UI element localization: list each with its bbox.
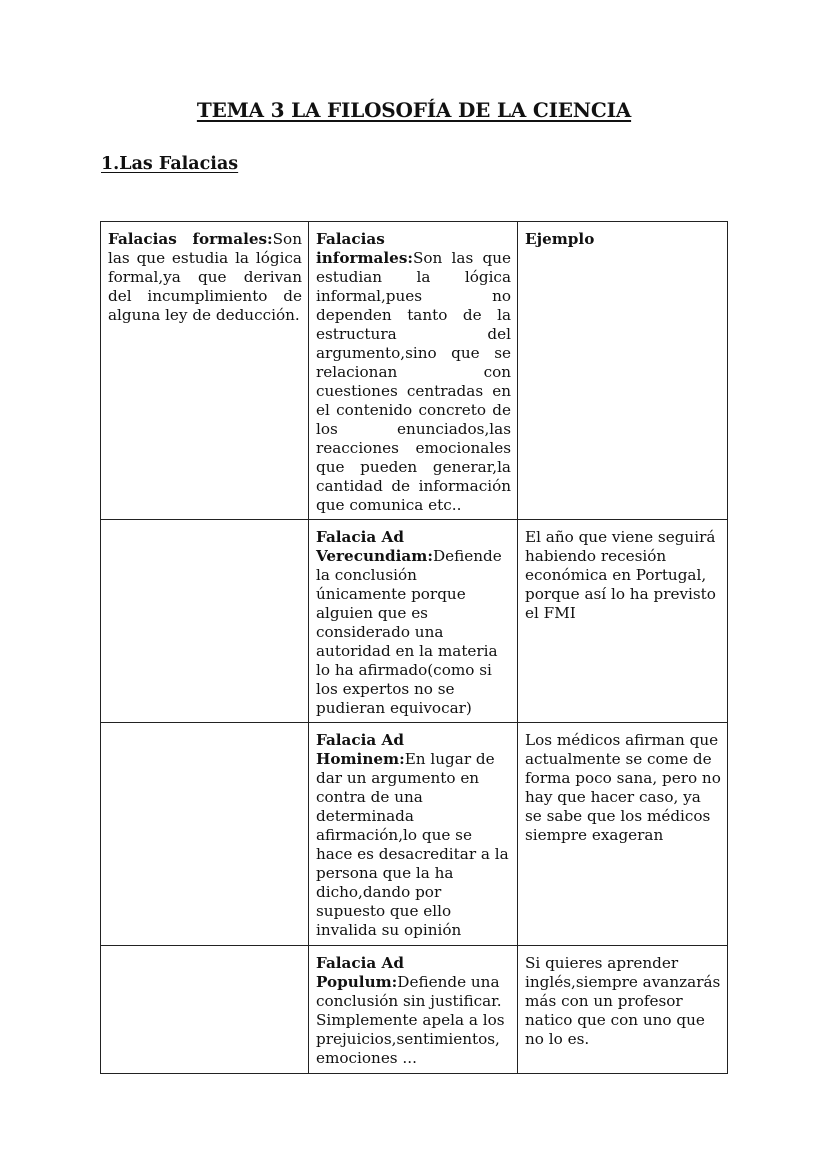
empty-cell <box>101 946 309 1074</box>
table-row <box>101 946 728 1074</box>
formal-fallacies-term: Falacias formales: <box>108 230 273 248</box>
informal-fallacies-text: Son las que estudian la lógica informal,pues no dependen tanto de la estructura del argumento,sino que se relacionan con cuestiones centradas en el contenido concreto de los enunciados,las reacciones emocionales que pueden generar,la cantidad de información que comunica etc.. <box>316 249 511 514</box>
fallacy-cell <box>309 520 518 723</box>
example-header-cell <box>518 222 728 520</box>
fallacy-definition: Defiende la conclusión únicamente porque alguien que es considerado una autoridad en la materia lo ha afirmado(como si los expertos no se pudieran equivocar) <box>316 547 502 717</box>
document-title: TEMA 3 LA FILOSOFÍA DE LA CIENCIA <box>196 98 632 122</box>
example-cell: Los médicos afirman que actualmente se come de forma poco sana, pero no hay que hacer caso, ya se sabe que los médicos siempre exageran <box>518 723 728 946</box>
fallacy-definition: En lugar de dar un argumento en contra de una determinada afirmación,lo que se hace es desacreditar a la persona que la ha dicho,dando por supuesto que ello invalida su opinión <box>316 750 509 939</box>
formal-fallacies-cell <box>101 222 309 520</box>
empty-cell <box>101 723 309 946</box>
table-header-row <box>101 222 728 520</box>
fallacy-cell <box>309 946 518 1074</box>
informal-fallacies-term: Falacias informales: <box>316 230 413 267</box>
formal-fallacies-text: Son las que estudia la lógica formal,ya que derivan del incumplimiento de alguna ley de deducción. <box>108 230 302 324</box>
fallacy-term: Falacia Ad Populum: <box>316 954 404 991</box>
fallacy-term: Falacia Ad Hominem: <box>316 731 405 768</box>
fallacies-table <box>100 221 728 1074</box>
table-row <box>101 520 728 723</box>
fallacy-definition: Defiende una conclusión sin justificar. Simplemente apela a los prejuicios,sentimientos, emociones ... <box>316 973 505 1067</box>
table-row <box>101 723 728 946</box>
fallacy-term: Falacia Ad Verecundiam: <box>316 528 433 565</box>
fallacy-cell <box>309 723 518 946</box>
section-heading: 1.Las Falacias <box>101 154 239 174</box>
example-cell: Si quieres aprender inglés,siempre avanzarás más con un profesor natico que con uno que no lo es. <box>518 946 728 1074</box>
example-cell: El año que viene seguirá habiendo recesión económica en Portugal, porque así lo ha previsto el FMI <box>518 520 728 723</box>
example-header-label: Ejemplo <box>525 230 595 248</box>
informal-fallacies-cell <box>309 222 518 520</box>
empty-cell <box>101 520 309 723</box>
